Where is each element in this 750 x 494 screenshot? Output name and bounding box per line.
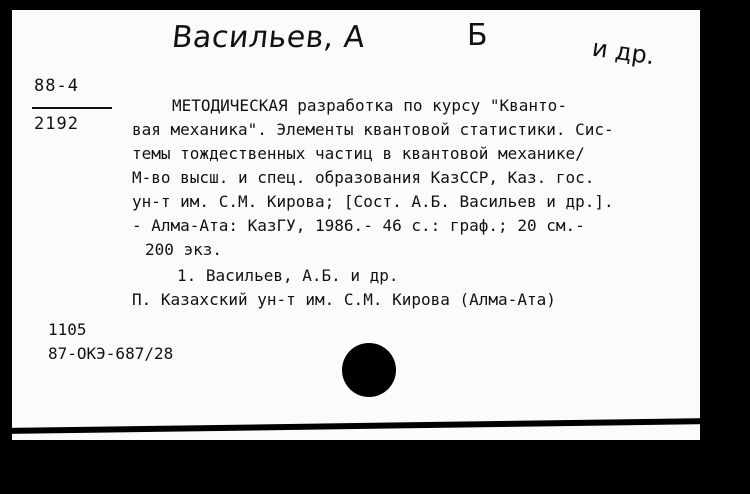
call-number-top: 88-4 [34, 76, 79, 96]
tracing-line: 1. Васильев, А.Б. и др. [177, 266, 399, 285]
body-line: вая механика". Элементы квантовой статистики. Сис- [132, 120, 614, 139]
body-line: 200 экз. [145, 240, 223, 259]
call-number-divider [32, 107, 112, 109]
tracing-line: П. Казахский ун-т им. С.М. Кирова (Алма-Ата) [132, 290, 556, 309]
code-line: 87-ОКЭ-687/28 [48, 344, 174, 363]
code-line: 1105 [48, 320, 87, 339]
body-line: темы тождественных частиц в квантовой механике/ [132, 144, 585, 163]
handwritten-author: Васильев, А [170, 20, 367, 55]
catalog-card [12, 10, 700, 440]
punch-hole [342, 343, 396, 397]
call-number-bottom: 2192 [34, 114, 79, 134]
body-line: ун-т им. С.М. Кирова; [Сост. А.Б. Васильев и др.]. [132, 192, 614, 211]
handwritten-et-al: и др. [590, 33, 657, 71]
body-line: М-во высш. и спец. образования КазССР, Каз. гос. [132, 168, 595, 187]
body-line: МЕТОДИЧЕСКАЯ разработка по курсу "Кванто- [172, 96, 567, 115]
handwritten-letter: Б [467, 18, 488, 53]
body-line: - Алма-Ата: КазГУ, 1986.- 46 с.: граф.; 20 см.- [132, 216, 585, 235]
